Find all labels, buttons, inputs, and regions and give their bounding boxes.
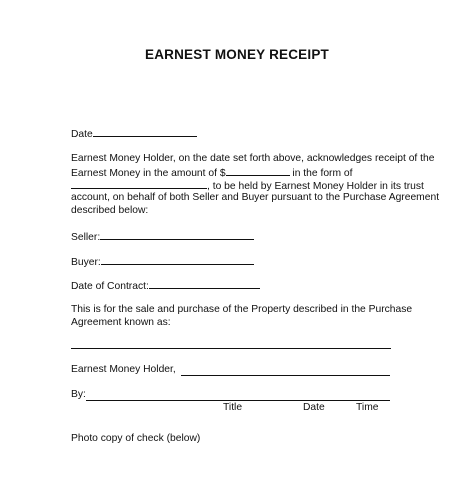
property-description-blank[interactable] (71, 348, 391, 349)
date-row (71, 127, 197, 141)
holder-row (71, 364, 176, 376)
document-title: EARNEST MONEY RECEIPT (145, 47, 329, 62)
paragraph1-line4: account, on behalf of both Seller and Buyer pursuant to the Purchase Agreement (71, 192, 440, 203)
seller-blank[interactable] (100, 230, 254, 240)
paragraph1-line5: described below: (71, 205, 149, 216)
holder-label: Earnest Money Holder, (71, 364, 176, 375)
title-column-label: Title (223, 402, 243, 413)
paragraph1-line2 (71, 166, 353, 180)
time-column-label: Time (356, 402, 379, 413)
buyer-row (71, 255, 254, 269)
signature-blank[interactable] (86, 400, 390, 401)
seller-row (71, 230, 254, 244)
contract-row (71, 279, 260, 293)
contract-date-blank[interactable] (149, 279, 260, 289)
date-label: Date (71, 129, 93, 140)
buyer-label: Buyer: (71, 257, 101, 268)
seller-label: Seller: (71, 232, 101, 243)
trust-text: , to be held by Earnest Money Holder in its trust (207, 181, 424, 192)
paragraph2-line1: This is for the sale and purchase of the Property described in the Purchase (71, 304, 413, 315)
form-of-payment-blank[interactable] (71, 179, 207, 189)
paragraph1-line1: Earnest Money Holder, on the date set forth above, acknowledges receipt of the (71, 153, 435, 164)
date-column-label: Date (303, 402, 325, 413)
amount-prefix: Earnest Money in the amount of $ (71, 168, 226, 179)
contract-label: Date of Contract: (71, 281, 149, 292)
paragraph2-line2: Agreement known as: (71, 317, 171, 328)
buyer-blank[interactable] (101, 255, 254, 265)
paragraph1-line3 (71, 179, 424, 193)
form-of-label: in the form of (292, 168, 353, 179)
by-row (71, 389, 86, 401)
photo-copy-note: Photo copy of check (below) (71, 433, 201, 444)
holder-blank[interactable] (181, 375, 390, 376)
amount-blank[interactable] (226, 166, 290, 176)
date-blank[interactable] (93, 127, 197, 137)
by-label: By: (71, 389, 86, 400)
